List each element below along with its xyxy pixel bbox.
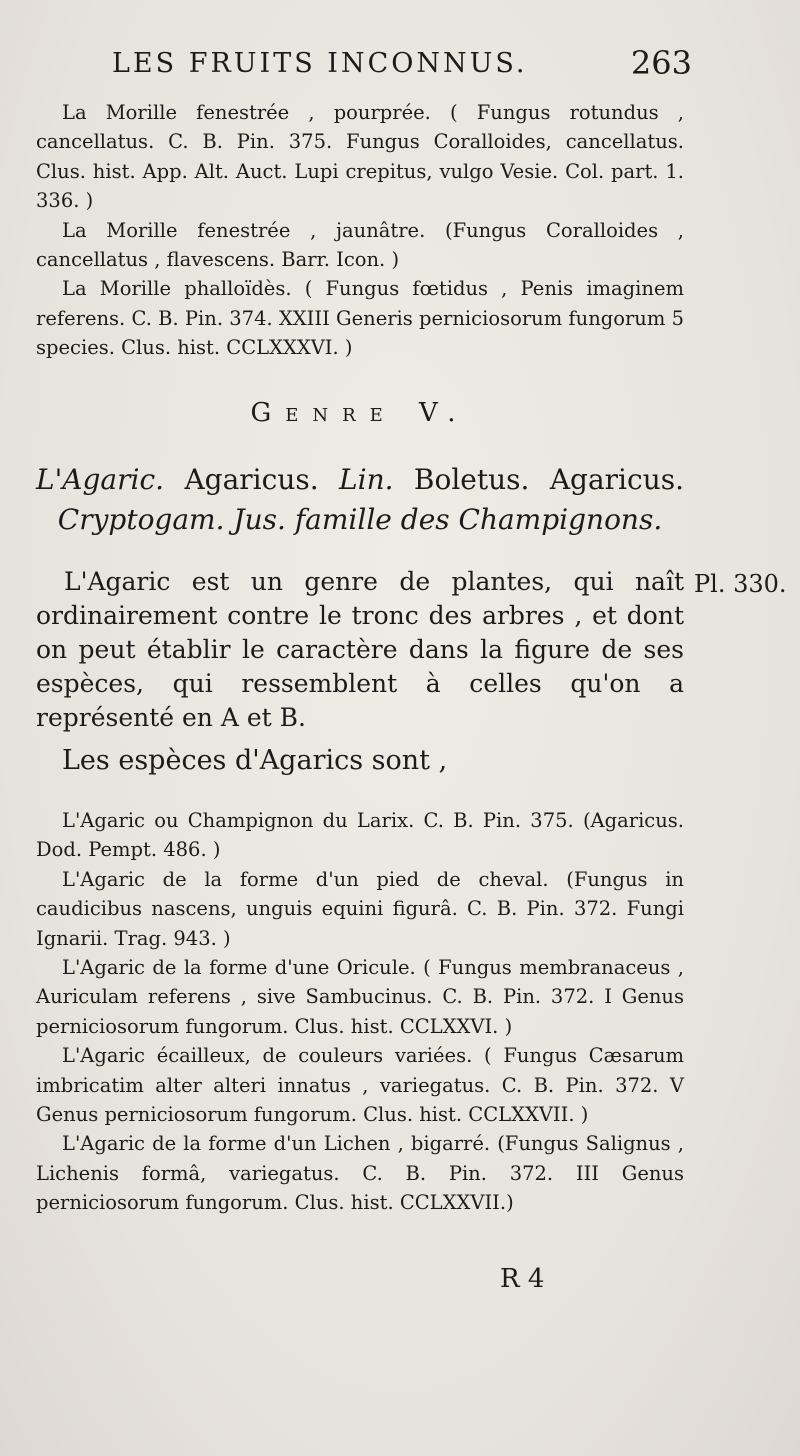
page-number: 263 <box>630 44 692 82</box>
entry-morille-jaunatre: La Morille fenestrée , jaunâtre. (Fungus Coralloides , cancellatus , flavescens. Barr. Icon. ) <box>36 218 684 272</box>
signature-mark: R 4 <box>500 1264 545 1294</box>
title-boletus: Boletus. Agaricus. <box>393 463 684 496</box>
species-heading: Les espèces d'Agarics sont , <box>62 745 448 776</box>
page-header <box>112 44 692 88</box>
title-agaric-italic: L'Agaric. <box>36 463 165 496</box>
entry-morille-phalloides: La Morille phalloïdès. ( Fungus fœtidus , Penis imaginem referens. C. B. Pin. 374. XXIII Generis perniciosorum fungorum 5 species. Clus. hist. CCLXXXVI. ) <box>36 277 684 360</box>
plate-reference: Pl. 330. <box>694 570 787 598</box>
species-item: L'Agaric de la forme d'un Lichen , bigarré. (Fungus Salignus , Lichenis formâ, variegatus. C. B. Pin. 372. III Genus perniciosorum fungorum. Clus. hist. CCLXXVII.) <box>36 1132 684 1215</box>
genre-heading: Genre V. <box>250 398 470 428</box>
genus-title-line-1 <box>36 463 684 496</box>
title-agaricus: Agaricus. <box>164 463 340 496</box>
morille-entries <box>36 98 684 363</box>
species-item: L'Agaric de la forme d'un pied de cheval. (Fungus in caudicibus nascens, unguis equini figurâ. C. B. Pin. 372. Fungi Ignarii. Trag. 943. ) <box>36 867 684 950</box>
entry-morille-pourpree: La Morille fenestrée , pourprée. ( Fungus rotundus , cancellatus. C. B. Pin. 375. Fungus Coralloides, cancellatus. Clus. hist. App. Alt. Auct. Lupi crepitus, vulgo Vesie. Col. part. 1. 336. ) <box>36 101 684 213</box>
species-item: L'Agaric ou Champignon du Larix. C. B. Pin. 375. (Agaricus. Dod. Pempt. 486. ) <box>36 809 684 862</box>
description-paragraph: L'Agaric est un genre de plantes, qui naît ordinairement contre le tronc des arbres , et dont on peut établir le caractère dans la figure de ses espèces, qui ressemblent à celles qu'on a représenté en A et B. <box>36 567 684 732</box>
species-item: L'Agaric de la forme d'une Oricule. ( Fungus membranaceus , Auriculam referens , sive Sambucinus. C. B. Pin. 372. I Genus perniciosorum fungorum. Clus. hist. CCLXXVI. ) <box>36 956 684 1038</box>
running-title: LES FRUITS INCONNUS. <box>112 48 528 79</box>
title-lin-italic: Lin. <box>339 463 394 496</box>
species-item: L'Agaric écailleux, de couleurs variées. ( Fungus Cæsarum imbricatim alter alteri innatus , variegatus. C. B. Pin. 372. V Genus perniciosorum fungorum. Clus. hist. CCLXXVII. ) <box>36 1044 684 1127</box>
genus-title-line-2: Cryptogam. Jus. famille des Champignons. <box>57 503 663 536</box>
species-list <box>36 806 684 1218</box>
genus-description <box>36 565 684 735</box>
